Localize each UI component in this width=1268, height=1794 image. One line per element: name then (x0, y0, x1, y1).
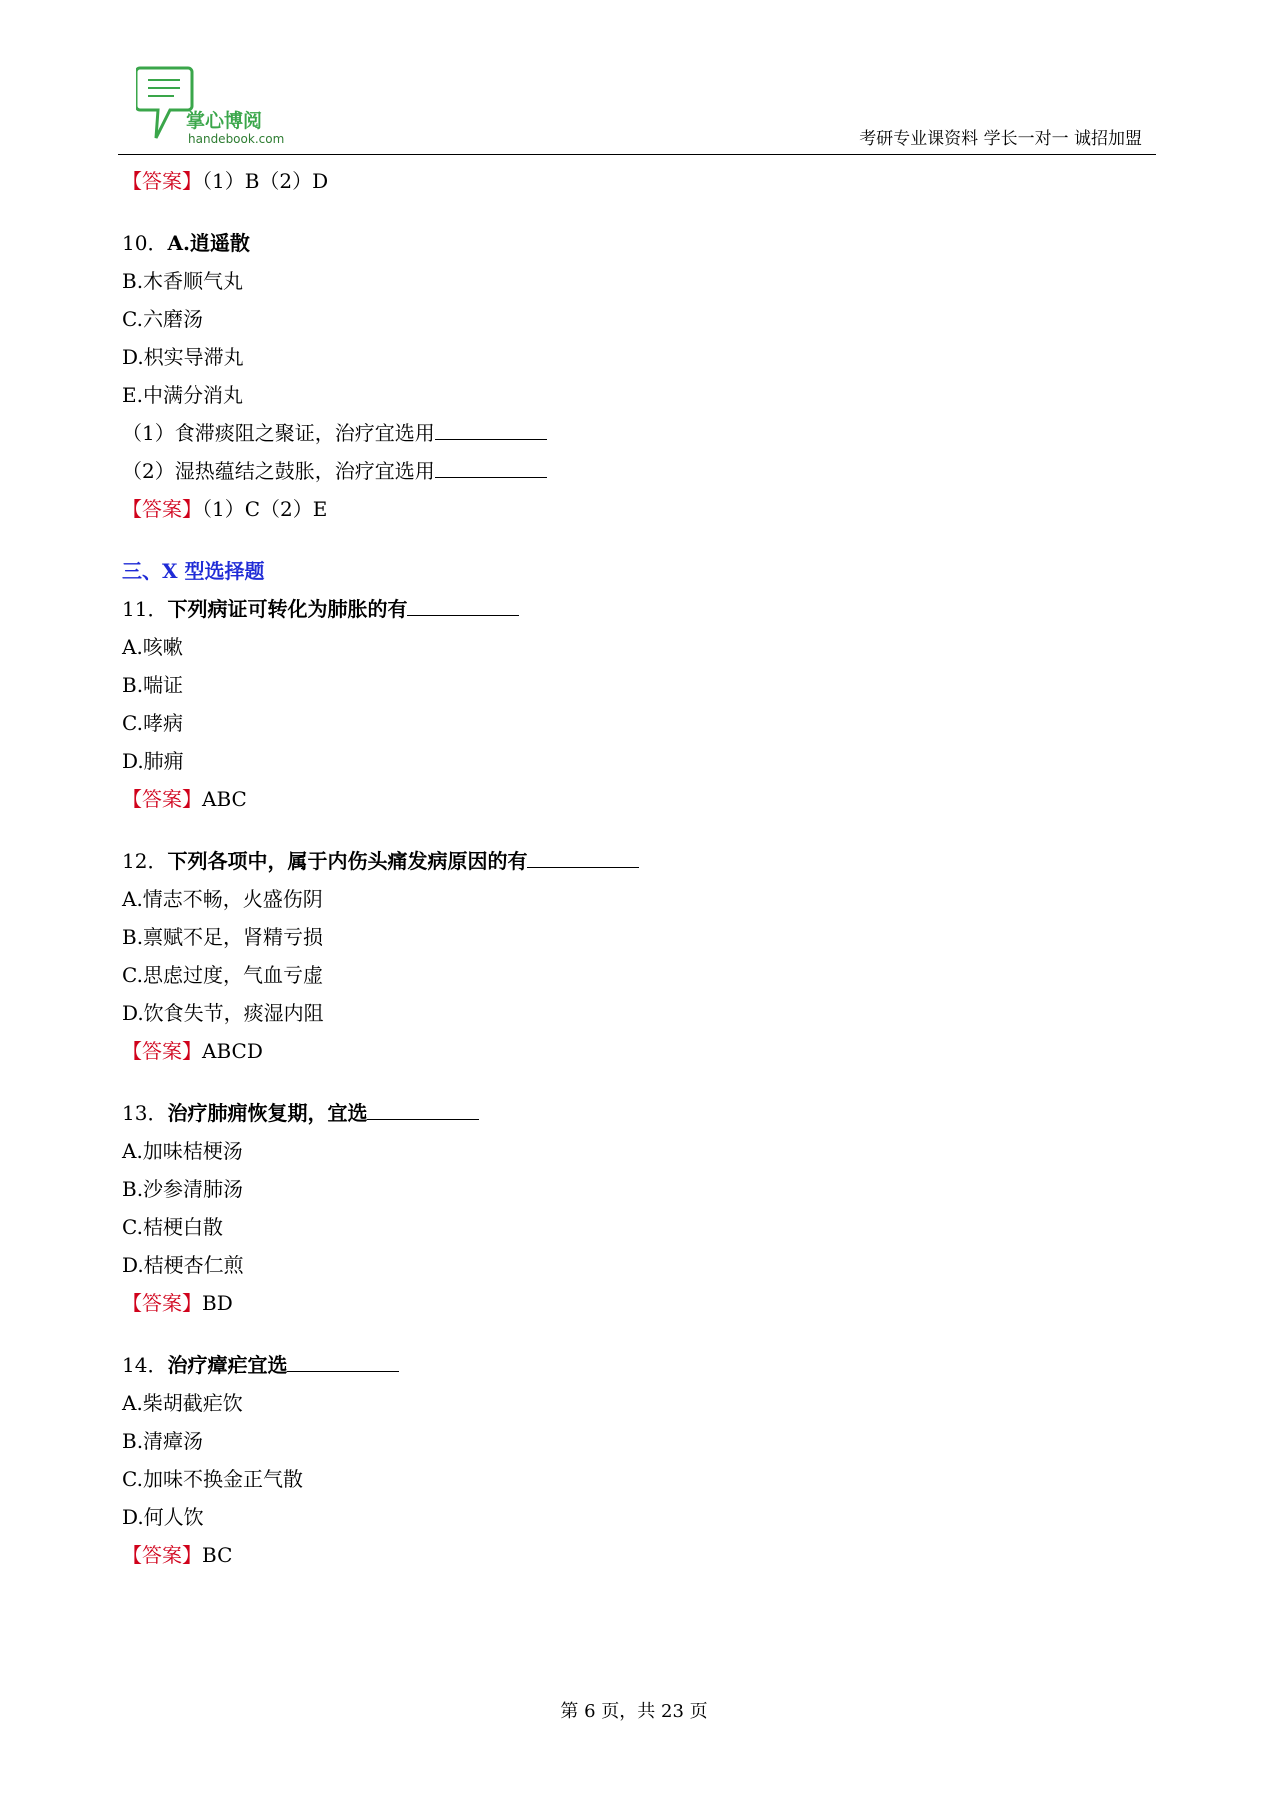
answer-tag: 【答案】 (122, 787, 202, 811)
answer-blank (527, 845, 639, 868)
header-tagline: 考研专业课资料 学长一对一 诚招加盟 (859, 129, 1142, 149)
q14-option-d: D.何人饮 (122, 1505, 204, 1529)
answer-text: ABC (202, 787, 247, 811)
logo-url: handebook.com (188, 132, 285, 146)
answer-text: （1）B（2）D (202, 169, 329, 193)
q10-option-c: C.六磨汤 (122, 307, 203, 331)
q13-stem (122, 1094, 1122, 1132)
sub-question-text: （2）湿热蕴结之鼓胀，治疗宜选用 (122, 459, 435, 483)
question-number: 12． (122, 849, 168, 873)
q12-answer (122, 1032, 1122, 1070)
document-body (122, 162, 1122, 1574)
q14-stem (122, 1346, 1122, 1384)
q13-option-d: D.桔梗杏仁煎 (122, 1253, 244, 1277)
question-number: 10． (122, 231, 168, 255)
q13-answer (122, 1284, 1122, 1322)
q11-stem (122, 590, 1122, 628)
logo-text: 掌心博阅 (186, 110, 263, 132)
q11-option-a: A.咳嗽 (122, 635, 183, 659)
q13-option-a: A.加味桔梗汤 (122, 1139, 243, 1163)
answer-blank (287, 1349, 399, 1372)
question-number: 14． (122, 1353, 168, 1377)
header-divider (118, 154, 1156, 155)
question-stem: 治疗瘴疟宜选 (167, 1353, 288, 1377)
answer-blank (435, 455, 547, 478)
q10-option-e: E.中满分消丸 (122, 383, 243, 407)
q12-option-a: A.情志不畅，火盛伤阴 (122, 887, 323, 911)
page-header (118, 58, 1156, 156)
question-stem: 下列各项中，属于内伤头痛发病原因的有 (167, 849, 528, 873)
q14-option-b: B.清瘴汤 (122, 1429, 204, 1453)
answer-tag: 【答案】 (122, 1543, 202, 1567)
q10-option-a (122, 224, 1122, 262)
q12-option-d: D.饮食失节，痰湿内阻 (122, 1001, 324, 1025)
question-number: 11． (122, 597, 168, 621)
q10-sub2 (122, 452, 1122, 490)
section-title: 三、X 型选择题 (122, 559, 265, 583)
q11-option-c: C.哮病 (122, 711, 183, 735)
answer-text: ABCD (202, 1039, 263, 1063)
q14-option-c: C.加味不换金正气散 (122, 1467, 303, 1491)
logo (136, 62, 286, 148)
q11-option-d: D.肺痈 (122, 749, 184, 773)
q14-answer (122, 1536, 1122, 1574)
q9-answer (122, 162, 1122, 200)
q12-option-c: C.思虑过度，气血亏虚 (122, 963, 323, 987)
q11-option-b: B.喘证 (122, 673, 184, 697)
q10-sub1 (122, 414, 1122, 452)
question-stem: 下列病证可转化为肺胀的有 (167, 597, 408, 621)
answer-tag: 【答案】 (122, 497, 202, 521)
answer-blank (435, 417, 547, 440)
q12-stem (122, 842, 1122, 880)
sub-question-text: （1）食滞痰阻之聚证，治疗宜选用 (122, 421, 435, 445)
answer-blank (407, 593, 519, 616)
q12-option-b: B.禀赋不足，肾精亏损 (122, 925, 324, 949)
answer-text: BC (202, 1543, 233, 1567)
q11-answer (122, 780, 1122, 818)
answer-blank (367, 1097, 479, 1120)
q14-option-a: A.柴胡截疟饮 (122, 1391, 243, 1415)
question-stem: 治疗肺痈恢复期，宜选 (167, 1101, 368, 1125)
q10-option-d: D.枳实导滞丸 (122, 345, 244, 369)
question-number: 13． (122, 1101, 168, 1125)
q13-option-c: C.桔梗白散 (122, 1215, 223, 1239)
q13-option-b: B.沙参清肺汤 (122, 1177, 244, 1201)
answer-tag: 【答案】 (122, 169, 202, 193)
page-number: 第 6 页，共 23 页 (560, 1701, 708, 1722)
answer-tag: 【答案】 (122, 1291, 202, 1315)
option-text: A.逍遥散 (167, 231, 250, 255)
q10-option-b: B.木香顺气丸 (122, 269, 244, 293)
answer-text: BD (202, 1291, 233, 1315)
answer-tag: 【答案】 (122, 1039, 202, 1063)
q10-answer (122, 490, 1122, 528)
answer-text: （1）C（2）E (202, 497, 328, 521)
